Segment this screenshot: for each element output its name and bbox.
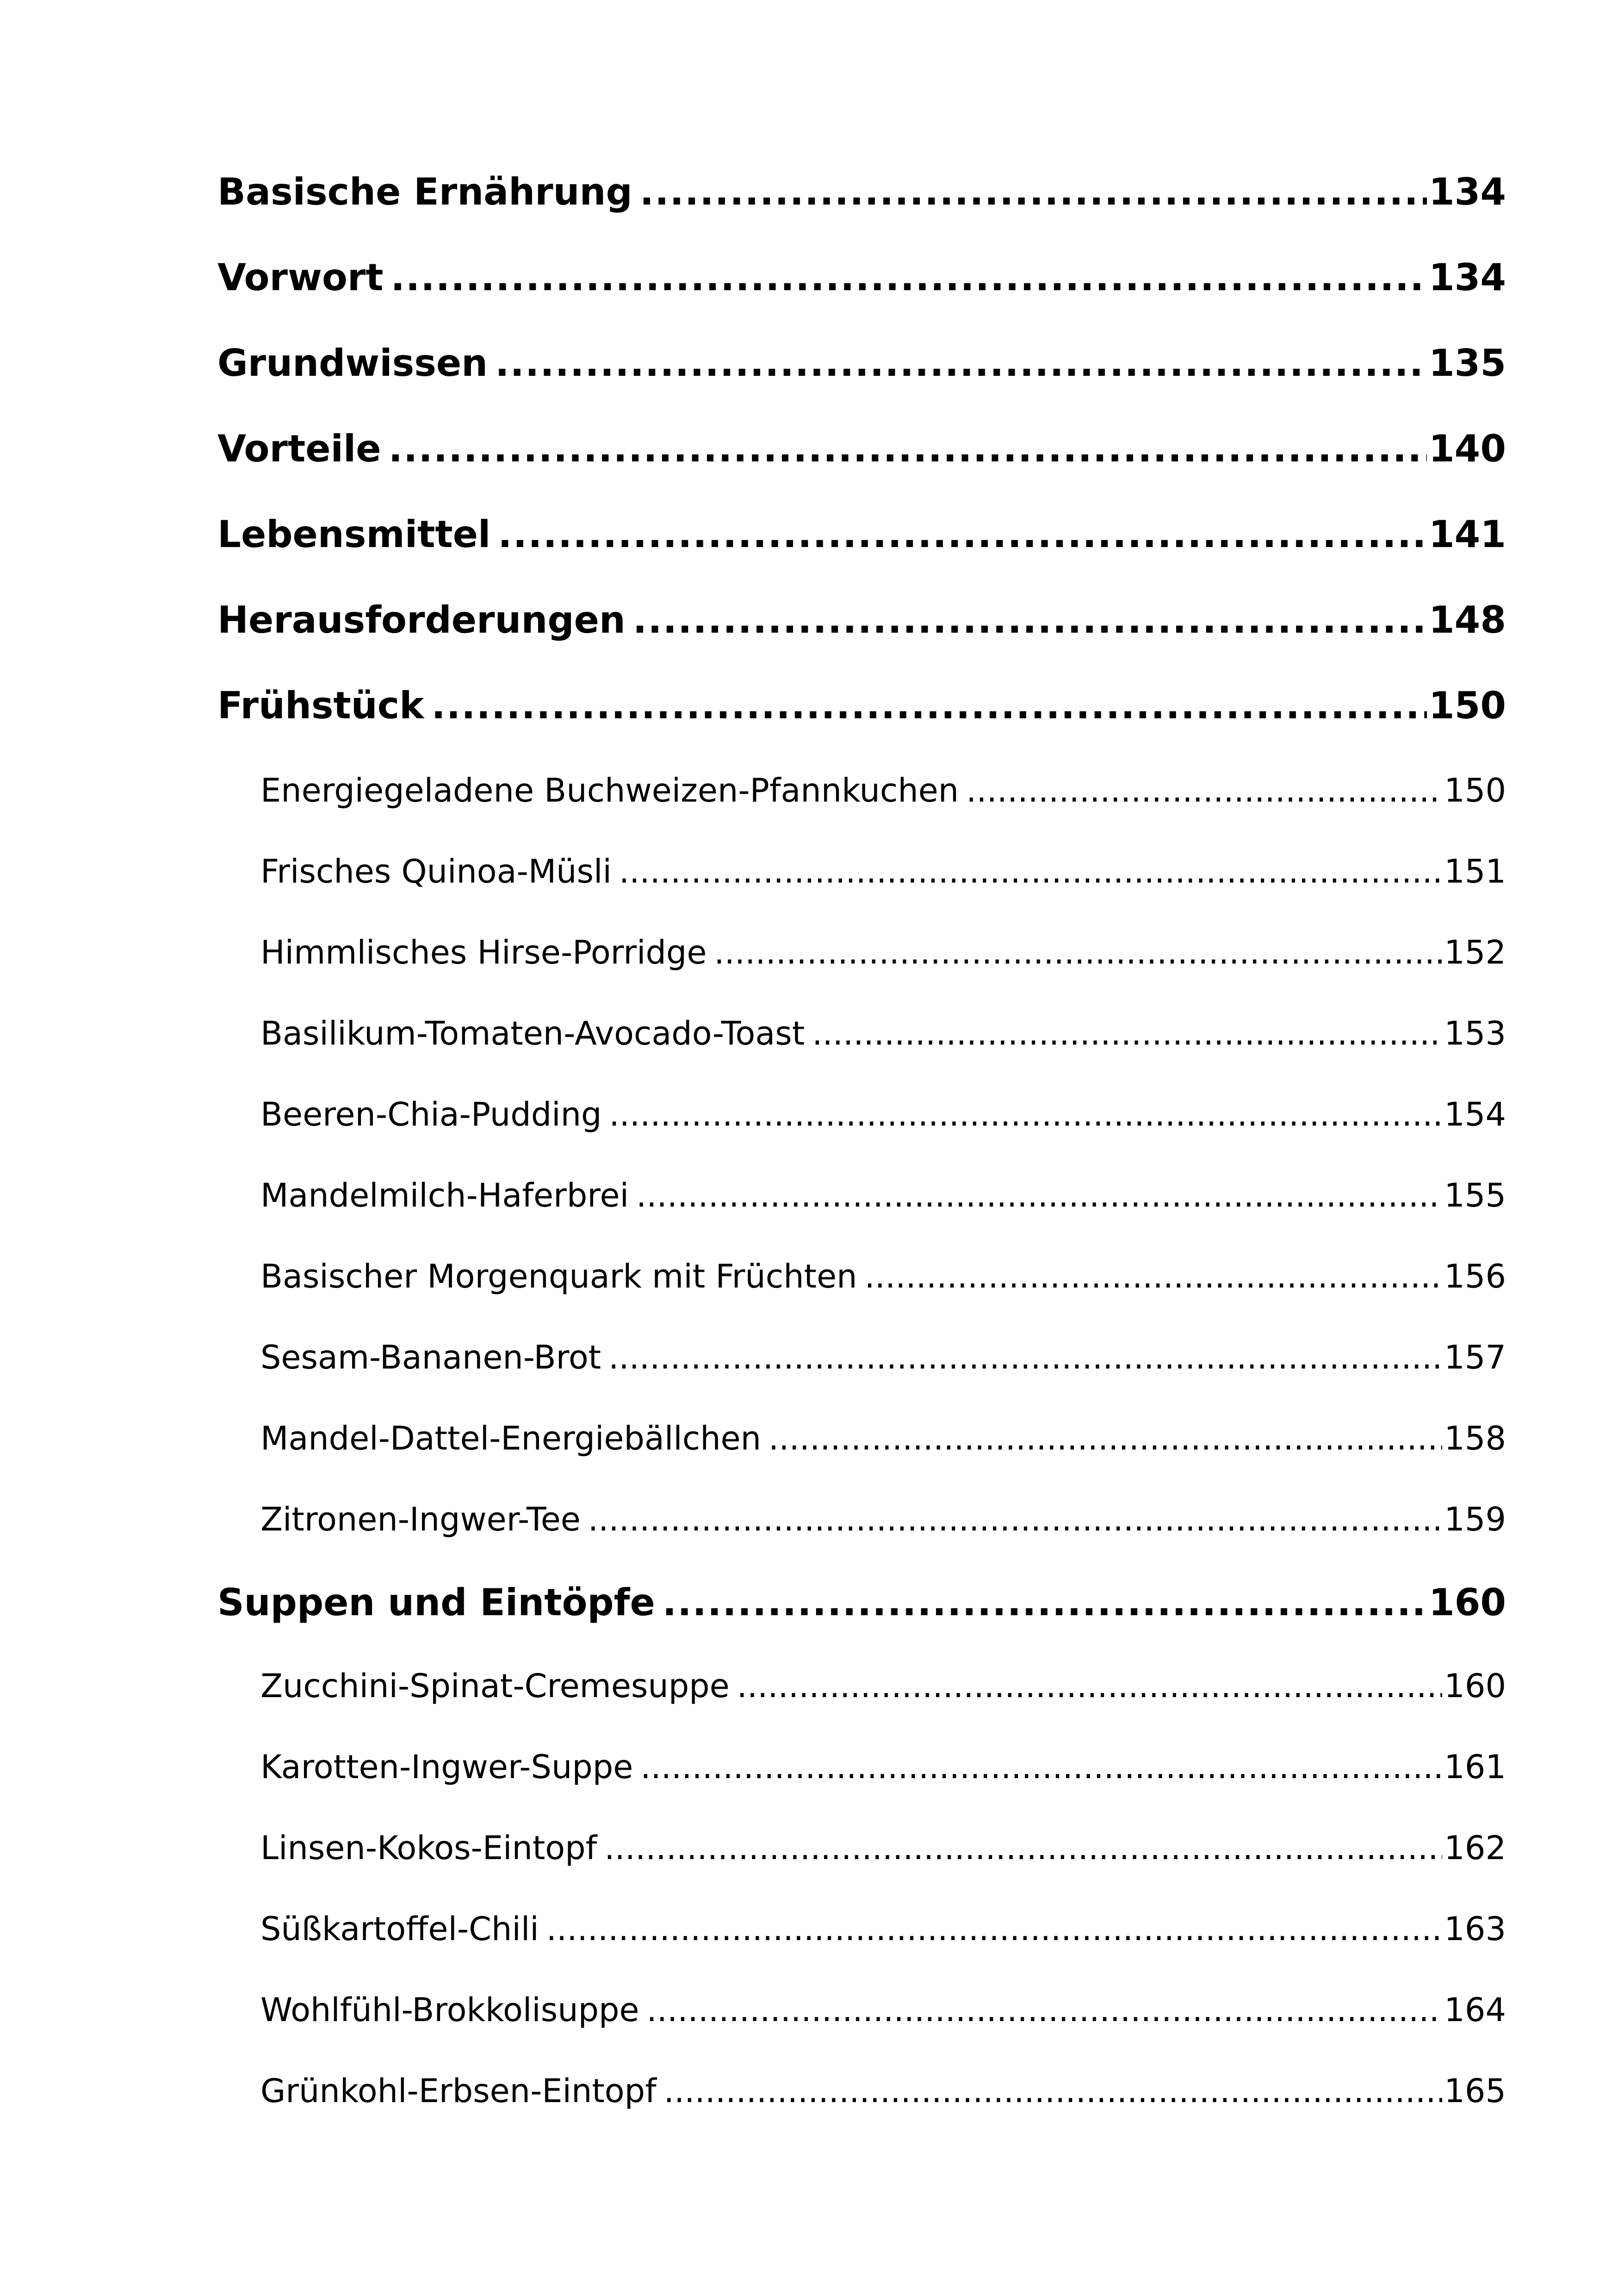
toc-entry[interactable] <box>217 167 1506 218</box>
toc-entry-title: Energiegeladene Buchweizen-Pfannkuchen <box>260 772 959 809</box>
toc-entry-title: Beeren-Chia-Pudding <box>260 1095 602 1133</box>
dot-leader <box>608 1334 1442 1381</box>
dot-leader <box>636 1172 1442 1219</box>
toc-entry-page: 160 <box>1444 1667 1506 1705</box>
toc-entry-title: Wohlfühl-Brokkolisuppe <box>260 1991 639 2029</box>
toc-entry-title: Mandel-Dattel-Energiebällchen <box>260 1419 761 1457</box>
toc-subentry[interactable] <box>260 1334 1506 1381</box>
toc-subentry[interactable] <box>260 848 1506 895</box>
toc-subentry[interactable] <box>260 1253 1506 1300</box>
dot-leader <box>619 848 1442 895</box>
toc-entry-page: 160 <box>1429 1581 1506 1624</box>
toc-entry-page: 162 <box>1444 1829 1506 1867</box>
toc-entry-title: Grünkohl-Erbsen-Eintopf <box>260 2072 657 2110</box>
toc-entry-title: Süßkartoffel-Chili <box>260 1910 539 1948</box>
toc-entry-title: Himmlisches Hirse-Porridge <box>260 933 707 971</box>
toc-entry-page: 140 <box>1429 427 1506 470</box>
toc-entry-title: Suppen und Eintöpfe <box>217 1581 655 1624</box>
toc-entry[interactable] <box>217 1577 1506 1628</box>
toc-entry-title: Mandelmilch-Haferbrei <box>260 1176 629 1214</box>
dot-leader <box>812 1010 1442 1057</box>
toc-entry-title: Basilikum-Tomaten-Avocado-Toast <box>260 1014 805 1052</box>
toc-entry-page: 134 <box>1429 170 1506 213</box>
toc-subentry[interactable] <box>260 1663 1506 1709</box>
toc-entry-title: Frisches Quinoa-Müsli <box>260 852 612 890</box>
dot-leader <box>664 2068 1443 2114</box>
toc-entry-page: 150 <box>1429 684 1506 727</box>
toc-subentry[interactable] <box>260 1496 1506 1543</box>
toc-subentry[interactable] <box>260 2068 1506 2114</box>
dot-leader <box>865 1253 1443 1300</box>
toc-entry-title: Frühstück <box>217 684 424 727</box>
dot-leader <box>714 929 1442 976</box>
toc-subentry[interactable] <box>260 1415 1506 1462</box>
dot-leader <box>431 680 1427 731</box>
toc-entry-title: Herausforderungen <box>217 598 626 641</box>
toc-entry-page: 152 <box>1444 933 1506 971</box>
toc-subentry[interactable] <box>260 1906 1506 1952</box>
dot-leader <box>495 338 1427 389</box>
toc-entry-page: 135 <box>1429 342 1506 385</box>
toc-entry-page: 164 <box>1444 1991 1506 2029</box>
toc-entry-page: 154 <box>1444 1095 1506 1133</box>
toc-subentry[interactable] <box>260 1987 1506 2033</box>
toc-entry-title: Basischer Morgenquark mit Früchten <box>260 1257 857 1295</box>
toc-entry-page: 157 <box>1444 1338 1506 1376</box>
toc-entry-page: 156 <box>1444 1257 1506 1295</box>
toc-subentry[interactable] <box>260 1744 1506 1790</box>
dot-leader <box>588 1496 1443 1543</box>
dot-leader <box>604 1825 1442 1871</box>
toc-entry-page: 141 <box>1429 513 1506 556</box>
dot-leader <box>389 423 1427 474</box>
dot-leader <box>640 167 1427 218</box>
toc-entry[interactable] <box>217 680 1506 731</box>
dot-leader <box>609 1091 1442 1138</box>
toc-entry[interactable] <box>217 338 1506 389</box>
dot-leader <box>640 1744 1442 1790</box>
toc-subentry[interactable] <box>260 1091 1506 1138</box>
toc-subentry[interactable] <box>260 1172 1506 1219</box>
toc-entry-title: Grundwissen <box>217 342 488 385</box>
toc-entry-page: 158 <box>1444 1419 1506 1457</box>
toc-entry-title: Lebensmittel <box>217 513 491 556</box>
toc-entry-page: 165 <box>1444 2072 1506 2110</box>
toc-entry-title: Vorteile <box>217 427 381 470</box>
toc-entry[interactable] <box>217 252 1506 303</box>
toc-entry-title: Vorwort <box>217 256 384 299</box>
toc-subentry[interactable] <box>260 929 1506 976</box>
toc-subentry[interactable] <box>260 1010 1506 1057</box>
toc-entry-page: 151 <box>1444 852 1506 890</box>
toc-subentry[interactable] <box>260 767 1506 814</box>
toc-entry-page: 161 <box>1444 1748 1506 1786</box>
dot-leader <box>498 509 1427 560</box>
toc-entry-page: 159 <box>1444 1500 1506 1538</box>
toc-entry-page: 155 <box>1444 1176 1506 1214</box>
dot-leader <box>647 1987 1443 2033</box>
dot-leader <box>546 1906 1443 1952</box>
toc-entry-page: 150 <box>1444 772 1506 809</box>
dot-leader <box>663 1577 1427 1628</box>
toc-entry-title: Sesam-Bananen-Brot <box>260 1338 601 1376</box>
toc-entry-page: 148 <box>1429 598 1506 641</box>
dot-leader <box>391 252 1427 303</box>
toc-entry-title: Zucchini-Spinat-Cremesuppe <box>260 1667 730 1705</box>
toc-entry[interactable] <box>217 509 1506 560</box>
toc-entry-title: Zitronen-Ingwer-Tee <box>260 1500 581 1538</box>
toc-entry-page: 134 <box>1429 256 1506 299</box>
toc-entry-page: 163 <box>1444 1910 1506 1948</box>
toc-entry-title: Basische Ernährung <box>217 170 632 213</box>
toc-entry-page: 153 <box>1444 1014 1506 1052</box>
dot-leader <box>966 767 1442 814</box>
dot-leader <box>769 1415 1442 1462</box>
toc-entry-title: Karotten-Ingwer-Suppe <box>260 1748 633 1786</box>
toc-entry[interactable] <box>217 595 1506 646</box>
dot-leader <box>633 595 1427 646</box>
toc-entry[interactable] <box>217 423 1506 474</box>
dot-leader <box>737 1663 1443 1709</box>
toc-subentry[interactable] <box>260 1825 1506 1871</box>
toc-entry-title: Linsen-Kokos-Eintopf <box>260 1829 597 1867</box>
